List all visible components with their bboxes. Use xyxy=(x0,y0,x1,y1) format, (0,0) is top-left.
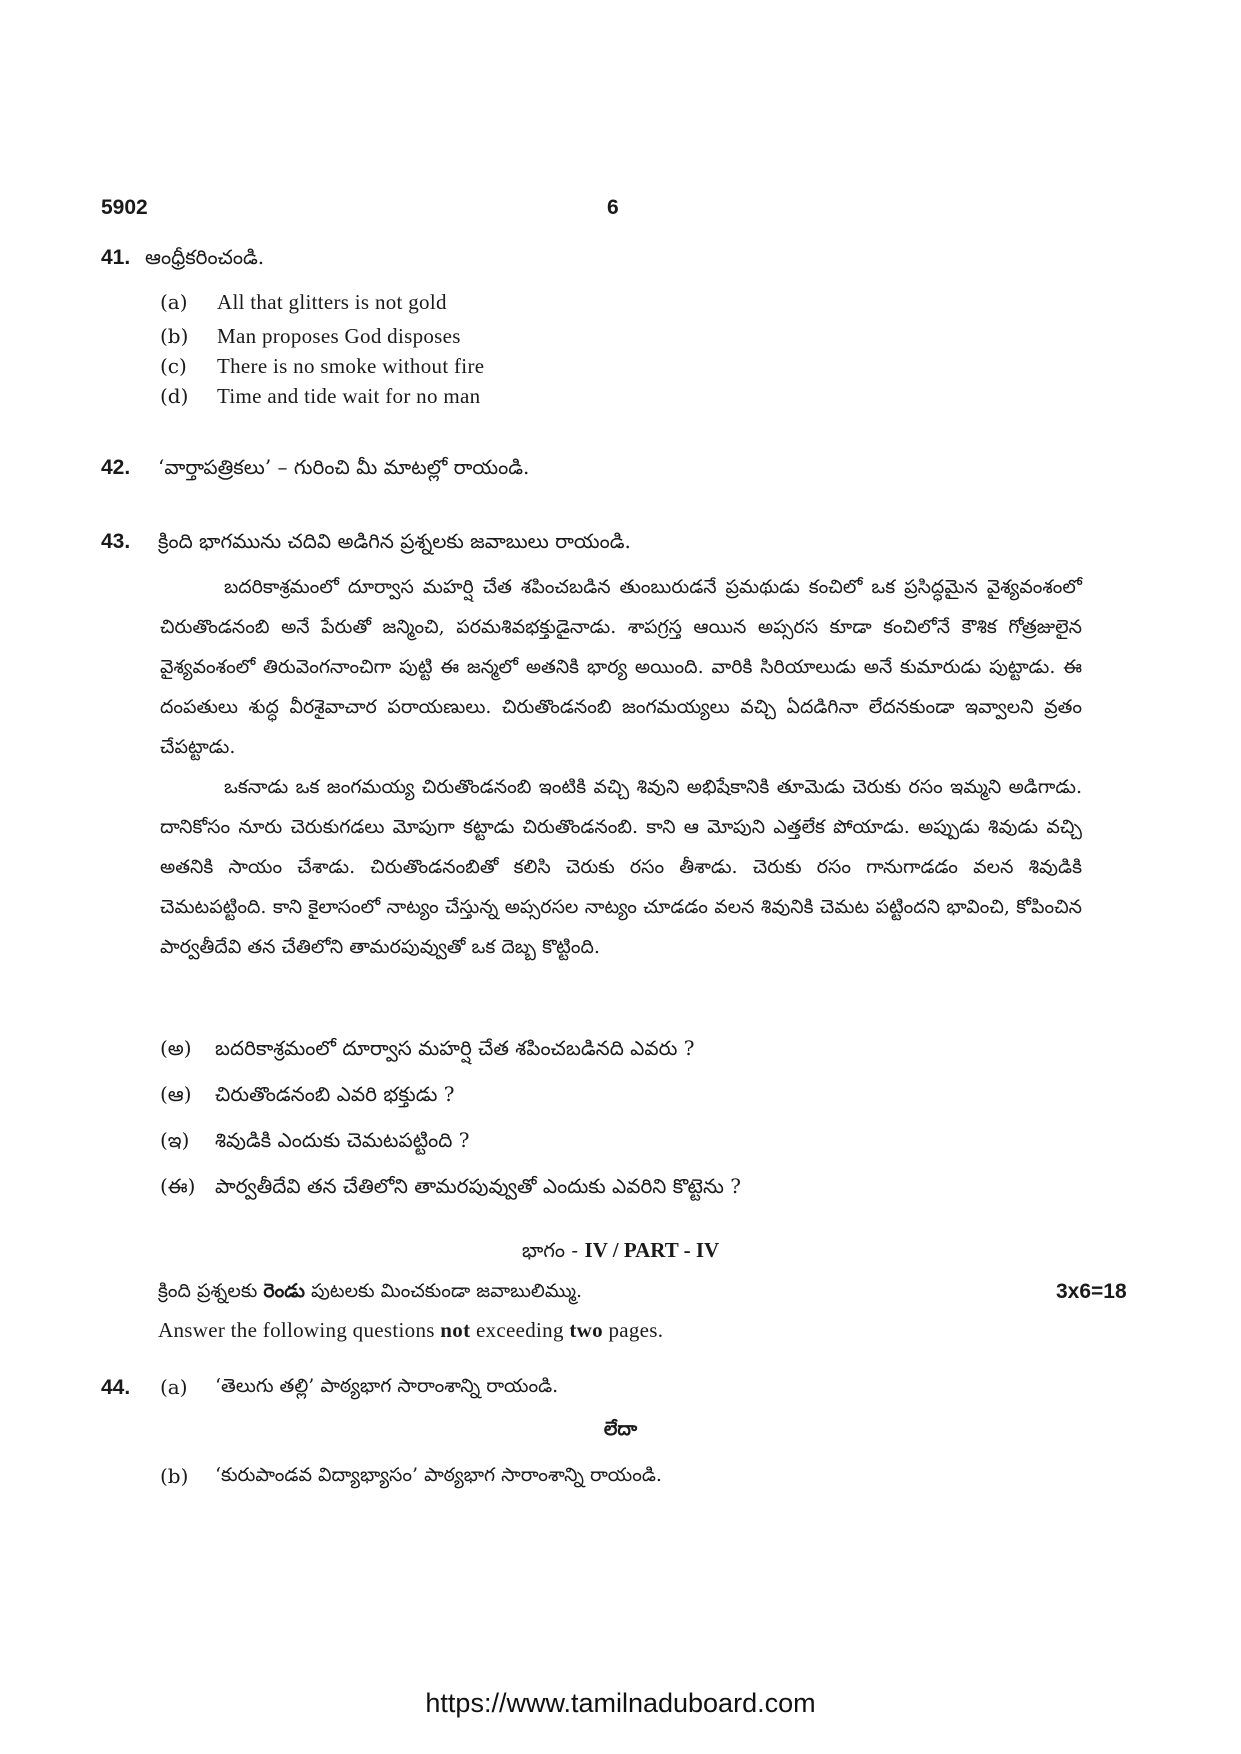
footer-url[interactable]: https://www.tamilnaduboard.com xyxy=(425,1688,816,1718)
q43-subquestion-text: పార్వతీదేవి తన చేతిలోని తామరపువ్వుతో ఎందుకు ఎవరిని కొట్టెను ? xyxy=(215,1174,742,1198)
q43-subquestion-text: చిరుతొండనంబి ఎవరి భక్తుడు ? xyxy=(215,1082,455,1106)
question-42-prompt: ‘వార్తాపత్రికలు’ – గురించి మీ మాటల్లో రాయండి. xyxy=(158,455,530,479)
passage-paragraph-1: బదరికాశ్రమంలో దూర్వాస మహర్షి చేత శపించబడిన తుంబురుడనే ప్రమథుడు కంచిలో ఒక ప్రసిద్ధమైన వైశ్యవంశంలో చిరుతొండనంబి అనే పేరుతో జన్మించి, పరమశివభక్తుడైనాడు. శాపగ్రస్త ఆయిన అప్సరస కూడా కంచిలోనే కౌశిక గోత్రజులైన వైశ్యవంశంలో తిరువెంగనాంచిగా పుట్టి ఈ జన్మలో అతనికి భార్య అయింది. వారికి సిరియాలుడు అనే కుమారుడు పుట్టాడు. ఈ దంపతులు శుద్ధ వీరశైవాచార పరాయణులు. చిరుతొండనంబి జంగమయ్యలు వచ్చి ఏదడిగినా లేదనకుండా ఇవ్వాలని వ్రతం చేపట్టాడు. xyxy=(160,576,1082,758)
instruction-te-bold: రెండు xyxy=(263,1280,305,1302)
q43-subquestion-text: బదరికాశ్రమంలో దూర్వాస మహర్షి చేత శపించబడినది ఎవరు ? xyxy=(215,1036,695,1060)
instruction-en-mid: exceeding xyxy=(475,1318,564,1342)
question-41-number: 41. xyxy=(101,246,131,269)
instruction-te-pre: క్రింది ప్రశ్నలకు xyxy=(158,1280,258,1302)
or-separator: లేదా xyxy=(603,1418,638,1440)
question-43-prompt: క్రింది భాగమును చదివి అడిగిన ప్రశ్నలకు జవాబులు రాయండి. xyxy=(158,529,631,553)
q43-subquestion-label: (ఆ) xyxy=(160,1082,192,1106)
page-number: 6 xyxy=(607,196,619,219)
passage xyxy=(160,567,1082,967)
marks-allocation: 3x6=18 xyxy=(1056,1280,1127,1303)
passage-paragraph-2: ఒకనాడు ఒక జంగమయ్య చిరుతొండనంబి ఇంటికి వచ్చి శివుని అభిషేకానికి తూమెడు చెరుకు రసం ఇమ్మని అడిగాడు. దానికోసం నూరు చెరుకుగడలు మోపుగా కట్టాడు చిరుతొండనంబి. కాని ఆ మోపుని ఎత్తలేక పోయాడు. అప్పుడు శివుడు వచ్చి అతనికి సాయం చేశాడు. చిరుతొండనంబితో కలిసి చెరుకు రసం తీశాడు. చెరుకు రసం గానుగాడడం వలన శివుడికి చెమటపట్టింది. కాని కైలాసంలో నాట్యం చేస్తున్న అప్సరసల నాట్యం చూడడం వలన శివునికి చెమట పట్టిందని భావించి, కోపించిన పార్వతీదేవి తన చేతిలోని తామరపువ్వుతో ఒక దెబ్బ కొట్టింది. xyxy=(160,776,1082,958)
part4-instruction-english xyxy=(158,1318,663,1343)
instruction-en-bold-two: two xyxy=(569,1318,603,1342)
q44-option-a-text: ‘తెలుగు తల్లి’ పాఠ్యభాగ సారాంశాన్ని రాయండి. xyxy=(215,1375,559,1397)
instruction-te-post: పుటలకు మించకుండా జవాబులిమ్ము. xyxy=(310,1280,583,1302)
q41-option-d-label: (d) xyxy=(160,384,189,408)
q44-option-a-label: (a) xyxy=(160,1375,188,1399)
question-41-prompt: ఆంధ్రీకరించండి. xyxy=(145,245,265,269)
paper-code: 5902 xyxy=(101,196,148,219)
q43-subquestion-label: (అ) xyxy=(160,1036,192,1060)
q41-option-b-text: Man proposes God disposes xyxy=(217,324,461,348)
q43-subquestion-text: శివుడికి ఎందుకు చెమటపట్టింది ? xyxy=(215,1128,470,1152)
question-42-number: 42. xyxy=(101,456,131,479)
q41-option-c-text: There is no smoke without fire xyxy=(217,354,485,378)
question-44-number: 44. xyxy=(101,1376,131,1399)
part-heading xyxy=(0,1238,1241,1267)
instruction-en-pre: Answer the following questions xyxy=(158,1318,435,1342)
instruction-en-post: pages. xyxy=(608,1318,664,1342)
q41-option-a-label: (a) xyxy=(160,290,188,314)
instruction-en-bold-not: not xyxy=(440,1318,471,1342)
q44-option-b-text: ‘కురుపాండవ విద్యాభ్యాసం’ పాఠ్యభాగ సారాంశాన్ని రాయండి. xyxy=(215,1464,662,1486)
q41-option-d-text: Time and tide wait for no man xyxy=(217,384,481,408)
q41-option-c-label: (c) xyxy=(160,354,187,378)
part-heading-english: IV / PART - IV xyxy=(584,1238,720,1262)
q44-option-b-label: (b) xyxy=(160,1464,189,1488)
part4-instruction-telugu xyxy=(158,1280,582,1307)
part-heading-telugu: భాగం - xyxy=(521,1238,579,1262)
q41-option-b-label: (b) xyxy=(160,324,189,348)
q43-subquestion-label: (ఇ) xyxy=(160,1128,190,1152)
question-43-number: 43. xyxy=(101,530,131,553)
q41-option-a-text: All that glitters is not gold xyxy=(217,290,447,314)
q43-subquestion-label: (ఈ) xyxy=(160,1174,196,1198)
